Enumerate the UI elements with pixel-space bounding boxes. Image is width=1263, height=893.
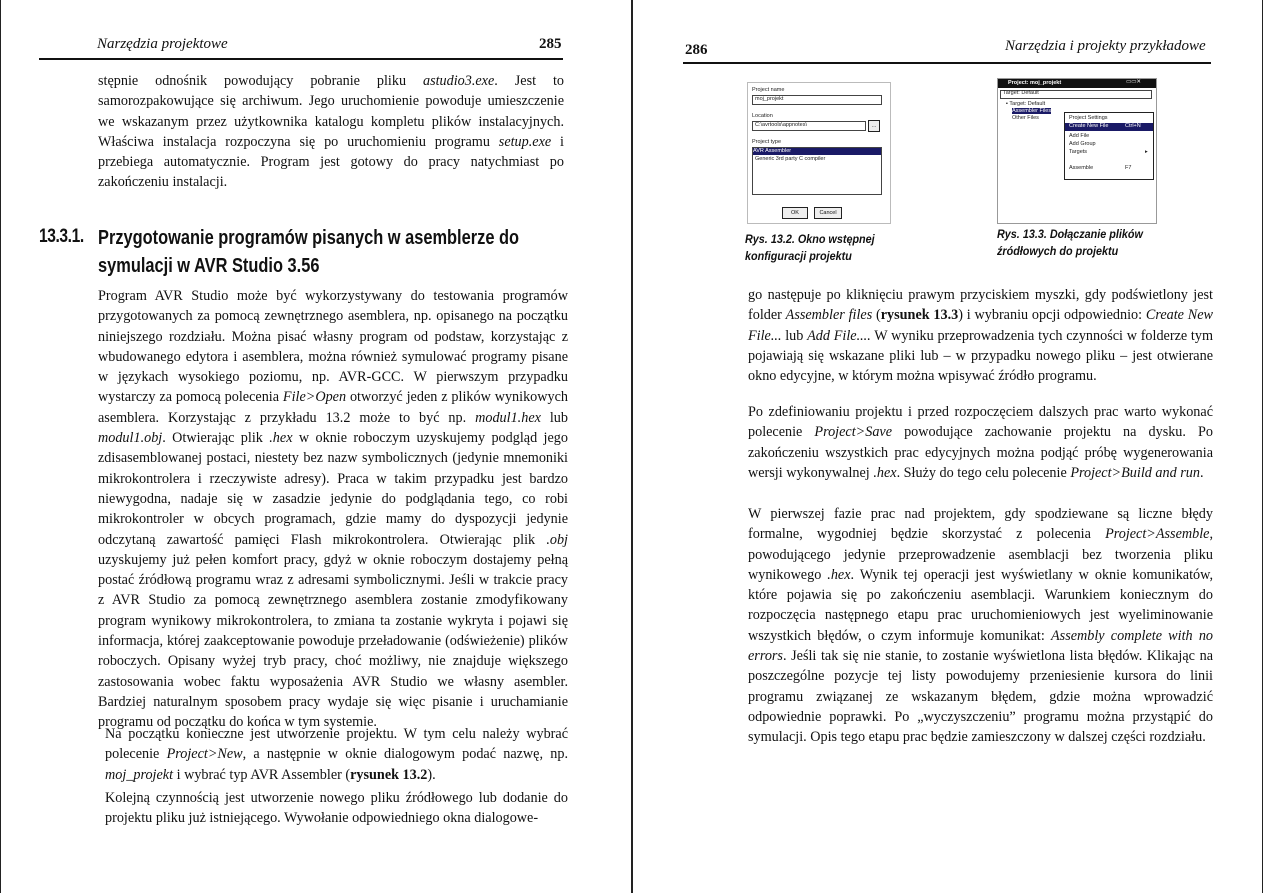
menu-add-file[interactable]: Add File <box>1069 133 1090 139</box>
project-type-list[interactable] <box>752 147 882 195</box>
project-name-field[interactable]: moj_projekt <box>752 95 882 105</box>
window-titlebar <box>998 79 1156 88</box>
window-title: Project: moj_projekt <box>1008 80 1062 86</box>
paragraph-3: Kolejną czynnością jest utworzenie nowego pliku źródłowego lub dodanie do projektu pliku już istniejącego. Wywołanie odpowiedniego okna dialogowe- <box>105 790 568 827</box>
location-field[interactable]: C:\avrtools\appnotes\ <box>752 121 866 131</box>
right-head-rule <box>683 62 1211 64</box>
window-controls-icon[interactable]: ▭▭✕ <box>1126 79 1142 85</box>
paragraph-1: Program AVR Studio może być wykorzystywany do testowania programów przygotowanych za pomocą zewnętrznego asemblera, np. opisanego na początku niniejszego rozdziału. Można pisać własny program od podstaw, korzystając z wbudowanego edytora i asemblera, można również symulować programy pisane w językach wysokiego poziomu, np. AVR-GCC. W pierwszym przypadku wystarczy za pomocą polecenia File>Open otworzyć jeden z plików wynikowych asemblera. Korzystając z przykładu 13.2 może to być np. modul1.hex lub modul1.obj. Otwierając plik .hex w oknie roboczym uzyskujemy podgląd jego zdisasemblowanej postaci, niestety bez nazw symbolicznych (jedynie mnemoniki mikrokontrolera i rzeczywiste adresy). Praca w takim przypadku jest bardzo niewygodna, nadaje się w zasadzie jedynie do podglądania tego, co robi mikrokontroler w obcych programach, gdzie mamy do dyspozycji jedynie odczytaną zawartość pamięci Flash mikrokontrolera. Otwierając plik .obj uzyskujemy już pełen komfort pracy, gdyż w oknie roboczym dostajemy pełną postać źródłową programu wraz z adresami symbolicznymi. Jeśli w trakcie pracy z AVR Studio za pomocą zewnętrznego asemblera zostanie zmodyfikowany program wynikowy mikrokontrolera, to zmiana ta zostanie wykryta i pojawi się informacja, której zaakceptowanie powoduje przeładowanie (odświeżenie) plików roboczych. Opisany wyżej tryb pracy, choć możliwy, nie znajduje większego zastosowania wobec faktu wyposażenia AVR Studio we własny asembler. Bardziej naturalnym sposobem pracy wydaje się więc pisanie i uruchamianie programu od początku do końca w tym systemie. <box>98 288 568 731</box>
figure-13-3 <box>997 78 1157 224</box>
tree-assembler-files[interactable]: Assembler Files <box>1012 108 1052 114</box>
menu-create-new-file[interactable]: Create New File Ctrl+N <box>1065 123 1153 131</box>
menu-assemble[interactable]: Assemble <box>1069 165 1094 171</box>
context-menu <box>1064 112 1154 180</box>
left-page-number: 285 <box>539 36 562 52</box>
figure-13-3-caption: Rys. 13.3. Dołączanie plików źródłowych do projektu <box>997 227 1143 258</box>
tree-other-files[interactable]: Other Files <box>1012 115 1039 121</box>
right-paragraph-3: W pierwszej fazie prac nad projektem, gdy spodziewane są liczne błędy formalne, wygodniej będzie skorzystać z polecenia Project>Assemble, powodującego jedynie przeprowadzenie asemblacji bez tworzenia pliku wynikowego .hex. Wynik tej operacji jest wyświetlany w oknie komunikatów, które pojawia się po zakończeniu asemblacji. Warunkiem koniecznym do rozpoczęcia następnego etapu prac uruchomieniowych jest wyeliminowanie wszystkich błędów, o czym informuje komunikat: Assembly complete with no errors. Jeśli tak się nie stanie, to zostanie wyświetlona lista błędów. Klikając na poszczególne pozycje tej listy powodujemy przeniesienie kursora do linii programu związanej ze wskazanym błędem, gdzie można wprowadzić odpowiednie poprawki. Po „wyczyszczeniu” programu można przystąpić do symulacji. Opis tego etapu prac będzie zamieszczony w dalszej części rozdziału. <box>748 506 1214 746</box>
project-type-other[interactable]: Generic 3rd party C compiler <box>755 156 826 162</box>
section-title: Przygotowanie programów pisanych w asemblerze do symulacji w AVR Studio 3.56 <box>98 227 520 277</box>
project-type-selected[interactable]: AVR Assembler <box>753 148 881 155</box>
right-page <box>632 0 1263 893</box>
menu-targets[interactable]: Targets <box>1069 149 1088 155</box>
menu-add-group[interactable]: Add Group <box>1069 141 1096 147</box>
browse-button[interactable]: … <box>868 120 880 132</box>
ok-button[interactable]: OK <box>782 207 808 219</box>
right-running-title: Narzędzia i projekty przykładowe <box>1005 38 1206 54</box>
left-head-rule <box>39 58 563 60</box>
target-combo[interactable]: Target: Default <box>1000 90 1152 99</box>
figure-13-2 <box>747 82 891 224</box>
project-type-label: Project type <box>752 139 782 145</box>
right-page-number: 286 <box>685 42 708 58</box>
submenu-arrow-icon: ▸ <box>1145 149 1148 155</box>
section-number: 13.3.1. <box>39 226 84 247</box>
project-name-label: Project name <box>752 87 785 93</box>
folder-icon: ▪ <box>1006 101 1010 107</box>
right-paragraph-2: Po zdefiniowaniu projektu i przed rozpoczęciem dalszych prac warto wykonać polecenie Project>Save powodujące zachowanie projektu na dysku. Po zakończeniu wszystkich prac edycyjnych można podjąć próbę wygenerowania wersji wykonywalnej .hex. Służy do tego celu polecenie Project>Build and run. <box>748 404 1213 481</box>
location-label: Location <box>752 113 773 119</box>
right-paragraph-1: go następuje po kliknięciu prawym przyciskiem myszki, gdy podświetlony jest folder Assembler files (rysunek 13.3) i wybraniu opcji odpowiednio: Create New File... lub Add File.... W wyniku przeprowadzenia tych czynności w folderze tym pojawiają się wskazane pliki lub – w przypadku nowego pliku – jest otwierane okno edycyjne, w którym można wpisywać źródło programu. <box>748 287 1213 385</box>
menu-project-settings[interactable]: Project Settings <box>1069 115 1108 121</box>
cancel-button[interactable]: Cancel <box>814 207 842 219</box>
paragraph-2: Na początku konieczne jest utworzenie projektu. W tym celu należy wybrać polecenie Project>New, a następnie w oknie dialogowym podać nazwę, np. moj_projekt i wybrać typ AVR Assembler (rysunek 13.2). <box>105 726 568 783</box>
intro-paragraph: stępnie odnośnik powodujący pobranie pliku astudio3.exe. Jest to samorozpakowujące się archiwum. Jego uruchomienie powoduje umieszczenie we wskazanym przez użytkownika katalogu kompletu plików instalacyjnych. Właściwa instalacja rozpoczyna się po uruchomieniu programu setup.exe i przebiega automatycznie. Program jest gotowy do pracy natychmiast po zakończeniu instalacji. <box>98 73 564 191</box>
menu-assemble-key: F7 <box>1125 165 1132 171</box>
tree-target-item[interactable]: ▪ Target: Default <box>1006 101 1046 107</box>
figure-13-2-caption: Rys. 13.2. Okno wstępnej konfiguracji projektu <box>745 232 875 263</box>
left-running-title: Narzędzia projektowe <box>97 36 228 52</box>
